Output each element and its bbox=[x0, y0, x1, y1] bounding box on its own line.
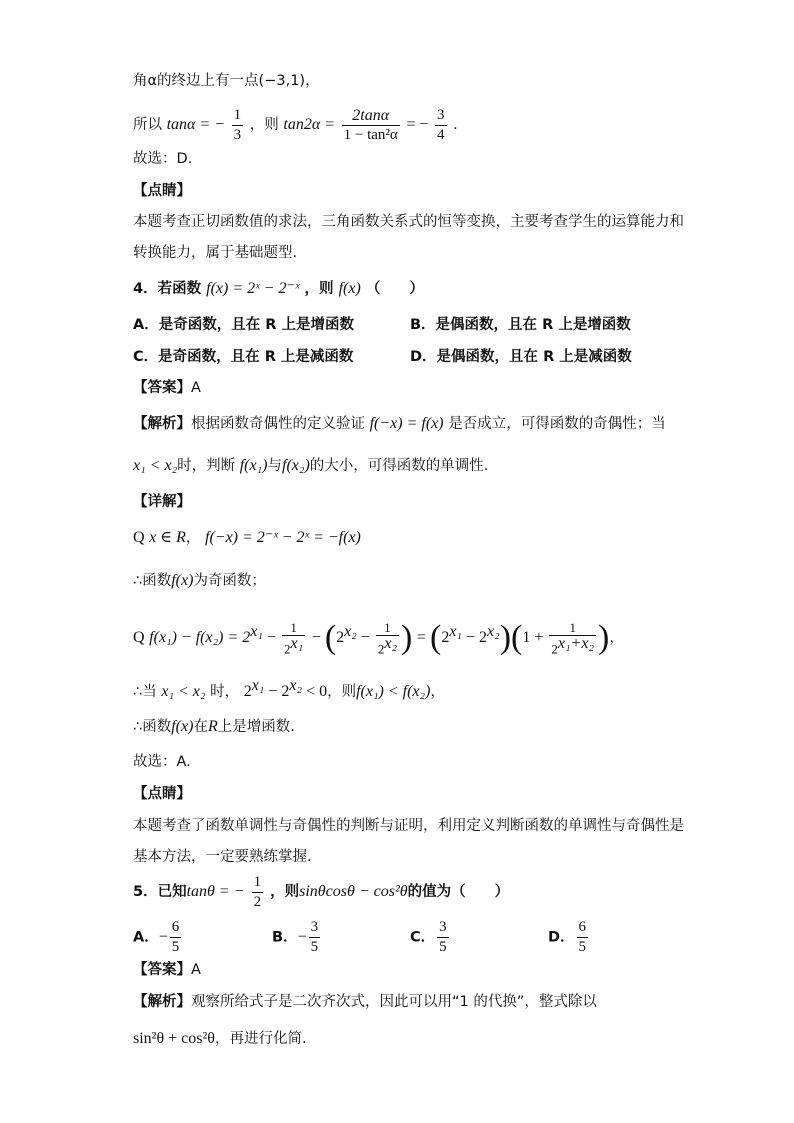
because-symbol-2: Q bbox=[133, 628, 145, 646]
because-symbol: Q bbox=[133, 529, 145, 546]
tan2-rnum: 3 bbox=[437, 106, 445, 123]
q5-analysis-2: ，再进行化简. bbox=[214, 1031, 307, 1047]
q4-d4-m: x₁ < x₂ bbox=[161, 682, 206, 700]
q4-detail-line1 bbox=[133, 527, 361, 549]
q5-analysis-line2 bbox=[133, 1028, 307, 1050]
q4-option-a-text: A．是奇函数，且在 R 上是增函数 bbox=[133, 317, 354, 333]
tan-line bbox=[133, 105, 458, 145]
q5-option-b-num: 3 bbox=[310, 919, 319, 935]
q5-option-c-num: 3 bbox=[439, 919, 447, 935]
q4-d5-c: 上是增函数. bbox=[217, 719, 295, 735]
q5-option-d-fraction bbox=[577, 918, 589, 957]
q4-d3-f3den bbox=[549, 635, 596, 656]
q4-d3-exp1: x₁ bbox=[250, 623, 263, 640]
q4-d3-f3den-exp: x₁+x₂ bbox=[557, 634, 594, 652]
choose-d-line bbox=[133, 148, 192, 170]
q5-option-b-sign: − bbox=[297, 928, 307, 946]
q5-analysis-label: 【解析】 bbox=[133, 994, 191, 1010]
q4-comment-label-text: 【点睛】 bbox=[133, 786, 191, 802]
q4-answer-value: A bbox=[191, 380, 201, 396]
q4-analysis-2m2: f(x₁) bbox=[239, 457, 268, 474]
q5-option-c-fraction bbox=[437, 918, 449, 957]
q4-d5-m: f(x) bbox=[171, 718, 194, 735]
q4-comment-line1 bbox=[133, 815, 684, 837]
q4-stem-paren: （ ） bbox=[365, 281, 424, 297]
comment1-line2-text: 转换能力，属于基础题型. bbox=[133, 245, 298, 261]
q5-analysis-2m: sin²θ + cos²θ bbox=[133, 1030, 215, 1047]
q4-d4-e1: x₁ bbox=[251, 677, 265, 694]
q4-answer-label: 【答案】 bbox=[133, 380, 191, 396]
q4-comment-line2 bbox=[133, 846, 312, 868]
tan2-eq: = − bbox=[406, 116, 429, 133]
q5-stem-den: 2 bbox=[253, 893, 262, 910]
q4-detail-label-text: 【详解】 bbox=[133, 494, 191, 510]
q5-option-d[interactable] bbox=[548, 918, 590, 957]
q4-comment-label bbox=[133, 783, 191, 805]
q4-d3-f1den bbox=[282, 635, 305, 656]
choose-d-text: 故选：D. bbox=[133, 151, 193, 167]
tan2-result-fraction bbox=[435, 106, 447, 145]
q4-option-d[interactable] bbox=[410, 346, 632, 368]
tan-fraction bbox=[232, 106, 244, 145]
q4-stem bbox=[133, 278, 424, 300]
q5-stem-fraction bbox=[252, 873, 264, 912]
comment1-heading-text: 【点睛】 bbox=[133, 183, 191, 199]
q4-analysis-1a: 根据函数奇偶性的定义验证 bbox=[191, 416, 365, 432]
q4-choose-line bbox=[133, 751, 191, 773]
terminal-side-text: 角α的终边上有一点(−3,1)， bbox=[133, 73, 320, 89]
q4-detail-line5 bbox=[133, 716, 295, 738]
right-paren-icon: ) bbox=[401, 618, 413, 656]
comment1-line2 bbox=[133, 242, 297, 264]
q4-d3-f1num: 1 bbox=[290, 619, 297, 635]
q4-d3-lhs: f(x₁) − f(x₂) = 2 bbox=[149, 628, 251, 646]
q4-analysis-line1 bbox=[133, 413, 666, 435]
q5-stem-c: 的值为（ ） bbox=[407, 884, 510, 900]
q5-option-a-sign: − bbox=[158, 928, 168, 946]
q4-d4-m2: 2 bbox=[243, 682, 252, 700]
q4-d3-f2den bbox=[376, 635, 399, 656]
q4-d3-p4: 1 + bbox=[522, 628, 548, 646]
q4-d3-minus: − bbox=[262, 628, 280, 646]
q4-d2-a: ∴函数 bbox=[133, 573, 172, 589]
q5-option-b-den: 5 bbox=[310, 939, 319, 955]
q4-d5-a: ∴函数 bbox=[133, 719, 172, 735]
q4-detail-line3 bbox=[133, 610, 624, 660]
right-paren-icon-2: ) bbox=[499, 618, 512, 656]
tan2-den: 1 − tan²α bbox=[343, 126, 398, 143]
q4-d5-r: R bbox=[207, 718, 218, 735]
q4-d3-p3m: − 2 bbox=[461, 628, 488, 646]
q4-d3-p3a: 2 bbox=[441, 628, 450, 646]
q5-stem-m1: tanθ = − bbox=[186, 883, 245, 900]
q5-stem-b: ，则 bbox=[270, 884, 300, 900]
q5-option-c-den: 5 bbox=[439, 939, 447, 955]
q5-option-a-den: 5 bbox=[171, 939, 180, 955]
q4-option-c[interactable] bbox=[133, 346, 353, 368]
q4-d3-f2num: 1 bbox=[384, 619, 391, 635]
q5-stem bbox=[133, 872, 509, 912]
q4-d3-p2minus: − bbox=[356, 628, 374, 646]
tan2-num: 2tanα bbox=[352, 106, 390, 124]
q5-option-c-label: C． bbox=[410, 929, 436, 946]
tan-den: 3 bbox=[233, 126, 242, 143]
q4-d3-frac3 bbox=[549, 620, 596, 656]
q4-comment-1-text: 本题考查了函数单调性与奇偶性的判断与证明，利用定义判断函数的单调性与奇偶性是 bbox=[133, 818, 684, 834]
q4-d4-a: ∴当 bbox=[133, 683, 157, 700]
q4-stem-a: 4．若函数 bbox=[133, 281, 202, 297]
tan2-rden: 4 bbox=[437, 126, 445, 143]
q5-answer-value: A bbox=[191, 962, 201, 978]
q4-d4-c: ，则 bbox=[327, 683, 357, 700]
q5-option-d-den: 5 bbox=[578, 939, 587, 955]
q5-option-b-label: B． bbox=[272, 929, 298, 946]
tan2-fraction bbox=[342, 106, 400, 145]
q4-d3-f2den-exp: x₂ bbox=[384, 634, 398, 652]
q4-d1-comma: ， bbox=[185, 530, 201, 546]
terminal-side-line bbox=[133, 70, 320, 92]
q5-answer-label: 【答案】 bbox=[133, 962, 191, 978]
q4-d3-mid1: − bbox=[311, 628, 325, 646]
q4-analysis-2m: x₁ < x₂ bbox=[133, 457, 178, 474]
q5-option-d-num: 6 bbox=[578, 919, 587, 935]
q4-stem-function: f(x) = 2ˣ − 2⁻ˣ bbox=[206, 280, 300, 297]
q4-analysis-label: 【解析】 bbox=[133, 416, 191, 432]
q5-answer bbox=[133, 959, 201, 981]
left-paren-icon: ( bbox=[324, 618, 337, 656]
q4-d3-f1den-base: 2 bbox=[284, 640, 291, 656]
q4-d3-f2den-base: 2 bbox=[377, 640, 385, 656]
q4-analysis-2a: 时，判断 bbox=[177, 458, 236, 474]
comment1-heading bbox=[133, 180, 191, 202]
q4-analysis-2m3: f(x₂) bbox=[282, 457, 310, 474]
q5-stem-num: 1 bbox=[253, 873, 262, 890]
q5-analysis-line1 bbox=[133, 991, 597, 1013]
q4-comment-2-text: 基本方法，一定要熟练掌握. bbox=[133, 849, 312, 865]
q4-d3-p3bexp: x₂ bbox=[487, 623, 500, 640]
q4-analysis-2b: 与 bbox=[267, 458, 282, 474]
q4-d3-eq: = bbox=[416, 628, 430, 646]
q4-detail-line4 bbox=[133, 675, 445, 703]
q4-d4-m4: < 0 bbox=[302, 682, 328, 700]
q4-analysis-1m: f(−x) = f(x) bbox=[369, 415, 444, 432]
q4-d3-end: ， bbox=[609, 629, 624, 646]
tan-num: 1 bbox=[233, 106, 242, 123]
left-paren-icon-3: ( bbox=[511, 618, 523, 656]
tan2-end: . bbox=[453, 117, 458, 133]
q4-d4-b: 时， bbox=[210, 683, 240, 700]
q4-analysis-1b: 是否成立，可得函数的奇偶性；当 bbox=[448, 416, 666, 432]
tan-lhs: tanα = − bbox=[166, 116, 226, 133]
q5-analysis-1: 观察所给式子是二次齐次式，因此可以用“1 的代换”，整式除以 bbox=[191, 994, 597, 1010]
q4-option-b-text: B．是偶函数，且在 R 上是增函数 bbox=[410, 317, 631, 333]
tan2-lhs: tan2α = bbox=[283, 116, 336, 133]
q4-option-d-text: D．是偶函数，且在 R 上是减函数 bbox=[410, 349, 632, 365]
q5-option-a-num: 6 bbox=[171, 919, 180, 935]
q5-option-c[interactable] bbox=[410, 918, 451, 957]
q4-d3-f3den-base: 2 bbox=[551, 640, 558, 656]
q5-option-a-label: A． bbox=[133, 929, 159, 946]
q5-option-a[interactable] bbox=[133, 918, 183, 957]
left-paren-icon-2: ( bbox=[429, 618, 442, 656]
q4-d1-domain: x ∈ R bbox=[149, 529, 186, 546]
q4-d1-eq: f(−x) = 2⁻ˣ − 2ˣ = −f(x) bbox=[205, 529, 361, 546]
q4-d3-p2exp: x₂ bbox=[344, 623, 357, 640]
q4-answer bbox=[133, 377, 201, 399]
q5-option-a-fraction bbox=[170, 918, 182, 957]
comment1-line1-text: 本题考查正切函数值的求法，三角函数关系式的恒等变换，主要考查学生的运算能力和 bbox=[133, 214, 684, 230]
q4-option-c-text: C．是奇函数，且在 R 上是减函数 bbox=[133, 349, 354, 365]
q4-d4-m5: f(x₁) < f(x₂) bbox=[356, 682, 431, 700]
q4-d5-b: 在 bbox=[193, 719, 208, 735]
q4-analysis-line2 bbox=[133, 455, 488, 477]
q4-analysis-2c: 的大小，可得函数的单调性. bbox=[309, 458, 489, 474]
q5-stem-m2: sinθcosθ − cos²θ bbox=[299, 883, 408, 900]
tan2-mid: ，则 bbox=[249, 117, 279, 133]
q4-d3-p2: 2 bbox=[336, 628, 345, 646]
q4-d3-p3aexp: x₁ bbox=[449, 623, 462, 640]
q5-option-b[interactable] bbox=[272, 918, 322, 957]
right-paren-icon-3: ) bbox=[598, 618, 610, 656]
q4-option-a[interactable] bbox=[133, 314, 354, 336]
q4-choose-text: 故选：A. bbox=[133, 754, 191, 770]
q5-option-d-label: D． bbox=[548, 929, 575, 946]
q5-stem-a: 5．已知 bbox=[133, 884, 187, 900]
q4-d3-f3num: 1 bbox=[569, 619, 576, 635]
q4-d3-f1den-exp: x₁ bbox=[290, 634, 304, 652]
q4-option-b[interactable] bbox=[410, 314, 631, 336]
q4-d4-m3: − 2 bbox=[264, 682, 290, 700]
q4-d4-d: ， bbox=[430, 683, 445, 700]
q4-stem-b: ，则 bbox=[304, 281, 334, 297]
q4-detail-line2 bbox=[133, 570, 266, 592]
q4-d2-b: 为奇函数； bbox=[193, 573, 266, 589]
q4-stem-fx: f(x) bbox=[338, 280, 361, 297]
q4-d3-frac2 bbox=[376, 620, 399, 656]
q5-option-b-fraction bbox=[309, 918, 321, 957]
q4-d2-m: f(x) bbox=[171, 572, 194, 589]
q4-d3-frac1 bbox=[282, 620, 305, 656]
tan-prefix: 所以 bbox=[133, 117, 162, 133]
q4-d4-e2: x₂ bbox=[289, 677, 303, 694]
q4-detail-label bbox=[133, 491, 191, 513]
comment1-line1 bbox=[133, 211, 684, 233]
